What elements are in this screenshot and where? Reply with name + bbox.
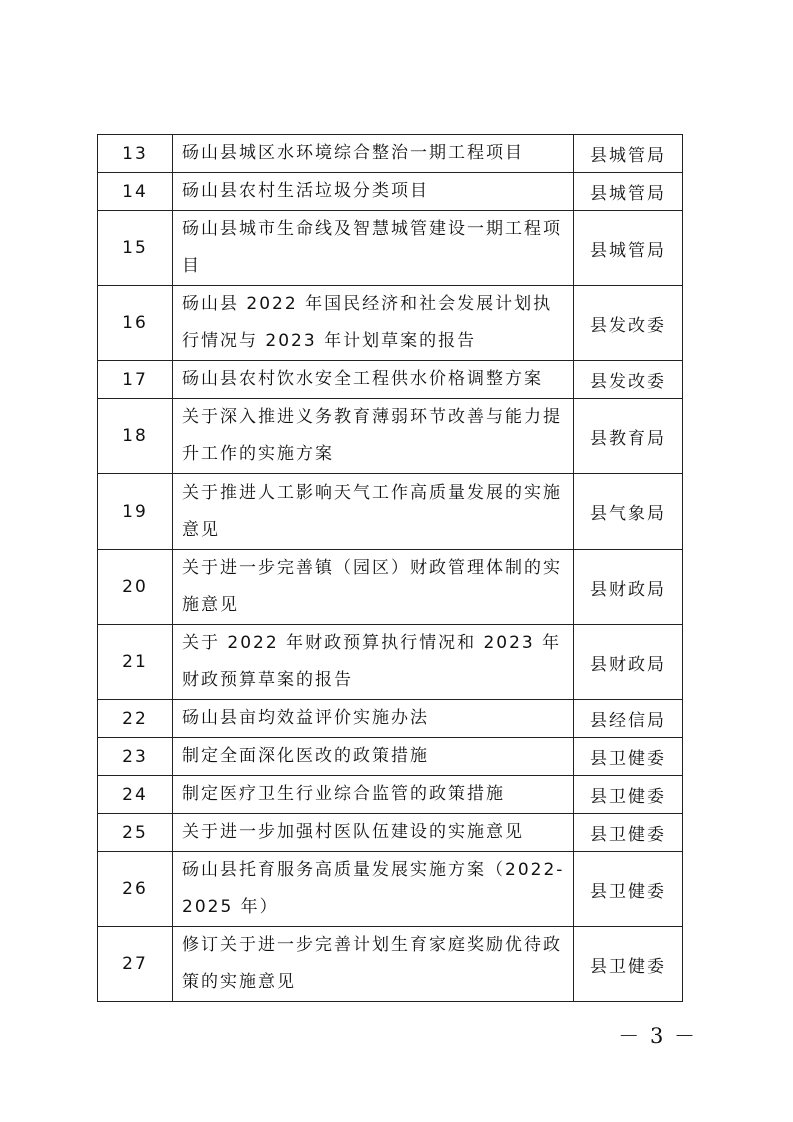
responsible-department: 县卫健委 — [574, 738, 683, 776]
table-row — [98, 474, 683, 550]
table-row — [98, 135, 683, 173]
responsible-department: 县财政局 — [574, 625, 683, 700]
project-title: 砀山县农村生活垃圾分类项目 — [173, 173, 574, 211]
responsible-department: 县财政局 — [574, 550, 683, 625]
table-row — [98, 927, 683, 1002]
row-number: 27 — [98, 927, 173, 1002]
responsible-department: 县气象局 — [574, 474, 683, 550]
project-title: 砀山县农村饮水安全工程供水价格调整方案 — [173, 361, 574, 399]
responsible-department: 县卫健委 — [574, 927, 683, 1002]
responsible-department: 县卫健委 — [574, 814, 683, 852]
table-row — [98, 550, 683, 625]
row-number: 26 — [98, 852, 173, 927]
table-row — [98, 211, 683, 286]
table-row — [98, 173, 683, 211]
responsible-department: 县教育局 — [574, 399, 683, 474]
responsible-department: 县城管局 — [574, 135, 683, 173]
row-number: 25 — [98, 814, 173, 852]
table-row — [98, 399, 683, 474]
row-number: 24 — [98, 776, 173, 814]
row-number: 18 — [98, 399, 173, 474]
project-title: 修订关于进一步完善计划生育家庭奖励优待政策的实施意见 — [173, 927, 574, 1002]
table-row — [98, 700, 683, 738]
table-row — [98, 286, 683, 361]
project-title: 制定医疗卫生行业综合监管的政策措施 — [173, 776, 574, 814]
project-title: 制定全面深化医改的政策措施 — [173, 738, 574, 776]
row-number: 14 — [98, 173, 173, 211]
project-title: 砀山县托育服务高质量发展实施方案（2022-2025 年） — [173, 852, 574, 927]
table-row — [98, 738, 683, 776]
row-number: 16 — [98, 286, 173, 361]
table-row — [98, 814, 683, 852]
row-number: 15 — [98, 211, 173, 286]
row-number: 22 — [98, 700, 173, 738]
table-row — [98, 625, 683, 700]
responsible-department: 县卫健委 — [574, 776, 683, 814]
row-number: 13 — [98, 135, 173, 173]
row-number: 20 — [98, 550, 173, 625]
table-row — [98, 776, 683, 814]
project-title: 砀山县城市生命线及智慧城管建设一期工程项目 — [173, 211, 574, 286]
responsible-department: 县卫健委 — [574, 852, 683, 927]
table-row — [98, 852, 683, 927]
project-title: 关于 2022 年财政预算执行情况和 2023 年财政预算草案的报告 — [173, 625, 574, 700]
page-number: － 3 － — [618, 1024, 697, 1048]
project-title: 砀山县城区水环境综合整治一期工程项目 — [173, 135, 574, 173]
responsible-department: 县经信局 — [574, 700, 683, 738]
responsible-department: 县城管局 — [574, 173, 683, 211]
row-number: 21 — [98, 625, 173, 700]
project-title: 关于进一步加强村医队伍建设的实施意见 — [173, 814, 574, 852]
row-number: 19 — [98, 474, 173, 550]
responsible-department: 县城管局 — [574, 211, 683, 286]
responsible-department: 县发改委 — [574, 361, 683, 399]
project-title: 关于推进人工影响天气工作高质量发展的实施意见 — [173, 474, 574, 550]
table-row — [98, 361, 683, 399]
project-table — [97, 134, 683, 1002]
project-title: 关于深入推进义务教育薄弱环节改善与能力提升工作的实施方案 — [173, 399, 574, 474]
responsible-department: 县发改委 — [574, 286, 683, 361]
row-number: 17 — [98, 361, 173, 399]
project-title: 砀山县亩均效益评价实施办法 — [173, 700, 574, 738]
row-number: 23 — [98, 738, 173, 776]
project-title: 关于进一步完善镇（园区）财政管理体制的实施意见 — [173, 550, 574, 625]
project-title: 砀山县 2022 年国民经济和社会发展计划执行情况与 2023 年计划草案的报告 — [173, 286, 574, 361]
